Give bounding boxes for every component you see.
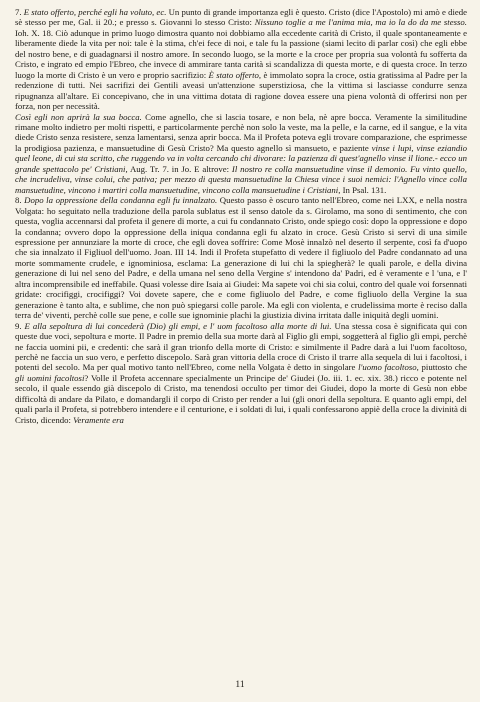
- italic-run: Dopo la oppressione della condanna egli fu innalzato.: [24, 195, 218, 206]
- text-run: Come agnello, che si lascia tosare, e non bela, nè apre bocca. Veramente la similitudine rimane molto indietro per molti rispetti, e particolarmente perchè non solo la veste, ma la pelle, e la carne, ed il sangue, e la vita diede Cristo senza resistere, senza lamentarsi, senza aprir bocca. Ma il Profeta poteva egli trovare comparazione, che esprimesse la prodigiosa pazienza, e mansuetudine di Gesù Cristo? Ma questo agnello sì mansueto, e paziente: [15, 111, 467, 153]
- text-run: , è immolato sopra la croce, ostia gratissima al Padre per la redenzione di tutti. Nei sacrifizi dei Gentili aveasi un'attenzione superstiziosa, che la vittima si lasciasse condurre senza ripugnanza all'altare. Ei concepivano, che in una vittima dotata di ragione dovea essere una piena volontà di offerirsi non per forza, non per necessità.: [15, 69, 467, 112]
- paragraph-7: [15, 7, 467, 112]
- text-run: 7.: [15, 7, 24, 17]
- italic-run: Così egli non aprirà la sua bocca.: [15, 111, 142, 122]
- paragraph-9: [15, 321, 467, 426]
- text-run: Questo passo è oscuro tanto nell'Ebreo, come nei LXX, e nella nostra Volgata: ho seguitato nella traduzione della parola sublatus est il senso datole da s. Girolamo, ma sono di sentimento, che con questa, voglia accennarsi dal profeta il genere di morte, a cui fu condannato Cristo, onde spiego così: dopo la oppressione e dopo la condanna; ovvero dopo la oppressione della iniqua condanna egli fu alzato in croce. Gesù Cristo si servì di una simile espressione per annunziare la morte di croce, che egli dovea soffrire: Come Mosè innalzò nel deserto il serpente, così fa d'uopo che sia innalzato il Figliuol dell'uomo. Joan. III 14. Indi il Profeta stupefatto di vedere il figliuolo del Padre condannato ad una morte sommamente crudele, e ignominiosa, esclama: La generazione di lui chi la spiegherà? le quali parole, e della divina generazione di lui nel seno del Padre, e della umana nel seno della Vergine s' intendono da' Padri, ed è veramente e l 'una, e l' altra incomprensibile ed ineffabile. Quasi volesse dire Isaia ai Giudei: Ma sapete voi chi sia colui, contro del quale voi forsennati gridate: crocifiggi, crocifiggi? Voi dovete sapere, che e come figliuolo del Padre, e come figliuolo della Vergine la sua generazione è tanto alta, e sublime, che non può spiegarsi colle parole. Ma egli con violenta, e crudelissima morte è reciso dalla terra de' viventi, perchè colle sue pene, e colle sue ignominie plachi la giustizia divina irritata dalle iniquità degli uomini.: [15, 195, 468, 321]
- text-run: , In Psal. 131.: [338, 184, 387, 195]
- text-run: 8.: [15, 195, 25, 206]
- text-run: , Aug. Tr. 7. in Jo. E altrove:: [125, 163, 232, 174]
- italic-run: Il nostro re colla mansuetudine vinse il demonio. Fu vinto quello, che incrudeliva, vinse colui, che pativa;: [15, 163, 467, 185]
- italic-run: E alla sepoltura di lui concederà (Dio) gli empi, e l' uom facoltoso alla morte di lui.: [24, 320, 332, 331]
- italic-run: Nissuno toglie a me l'anima mia, ma io la do da me stesso.: [254, 17, 467, 28]
- text-run: 9.: [15, 320, 25, 331]
- text-run: , piuttosto che: [416, 362, 467, 373]
- italic-run: vinse i lupi, vinse eziandio quel leone, di cui sta scritto, che ruggendo va in volta cercando chi divorare: la pazienza di quest'agnello vinse il lione.- ecco un grande spettacolo pe' Cristiani: [15, 142, 467, 174]
- text-run: Ioh. X. 18. Ciò adunque in primo luogo dimostra quanto noi dobbiamo alla eccedente carità di Cristo, il quale spontaneamente e liberamente diede la vita per noi: tale è la stima, ch'ei fece di noi, e tale fu la passione (siami lecito di parlar così) che egli ebbe del nostro bene, e di guadagnarsi il nostro amore. In secondo luogo, se la morte e la croce per propria sua volontà fu sofferta da Cristo, e ingrato ed empio l'Ebreo, che invece di ammirare tanta carità si scandalizza di questa morte, e di questa croce. In terzo luogo la morte di Cristo è un vero e proprio sacrifizio:: [15, 27, 467, 80]
- paragraph-7-continued: [15, 112, 467, 196]
- paragraph-8: [15, 195, 467, 320]
- italic-run: l'uomo facoltoso: [358, 362, 417, 373]
- italic-run: Veramente era: [73, 414, 124, 425]
- page-body: [15, 7, 467, 425]
- text-run: Un punto di grande importanza egli è questo. Cristo (dice l'Apostolo) mi amò e diede sè stesso per me, Gal. ii 20.; e presso s. Giovanni lo stesso Cristo:: [15, 7, 468, 28]
- italic-run: È stato offerto: [208, 69, 259, 80]
- text-run: Una stessa cosa è significata qui con queste due voci, sepoltura e morte. Il Padre in premio della sua morte darà al Figlio gli empi, soggetterà al figlio gli empi, perchè ne faccia uomini pii, e credenti: che sarà il gran trionfo della morte di Cristo: e similmente il Padre darà a lui l'uom facoltoso, perchè ne faccia un suo vero, e perfetto discepolo. Sarà gran vittoria della croce di Cristo il trarre alla sequela di lui i facoltosi, i potenti del secolo. Ma per qual motivo tanto nell'Ebreo, come nella Volgata è detto in singolare: [15, 320, 468, 373]
- italic-run: per mezzo di questa mansuetudine la Chiesa vince i suoi nemici: l'Agnello vince colla mansuetudine, vincono i martiri colla mansuetudine, vincono colla mansuetudine i Cristiani: [15, 174, 467, 195]
- italic-run: E stato offerto, perché egli ha voluto, ec.: [23, 7, 167, 17]
- page-number: 11: [235, 680, 245, 690]
- italic-run: gli uomini facoltosi: [15, 372, 85, 383]
- text-run: ? Volle il Profeta accennare specialmente un Principe de' Giudei (Jo. iii. 1. ec. xix. 38.) ricco e potente nel secolo, il quale essendo già discepolo di Cristo, ma tenendosi occulto per timor dei Giudei, dopo la morte di Gesù non ebbe difficoltà di andare da Pilato, e domandargli il corpo di Cristo per render a lui (gli onori della sepoltura. E quanto agli empi, del quali parla il Profeta, si potrebbero intendere e il centurione, e i soldati di lui, i quali confessarono appiè della croce la divinità di Cristo, dicendo:: [15, 372, 467, 425]
